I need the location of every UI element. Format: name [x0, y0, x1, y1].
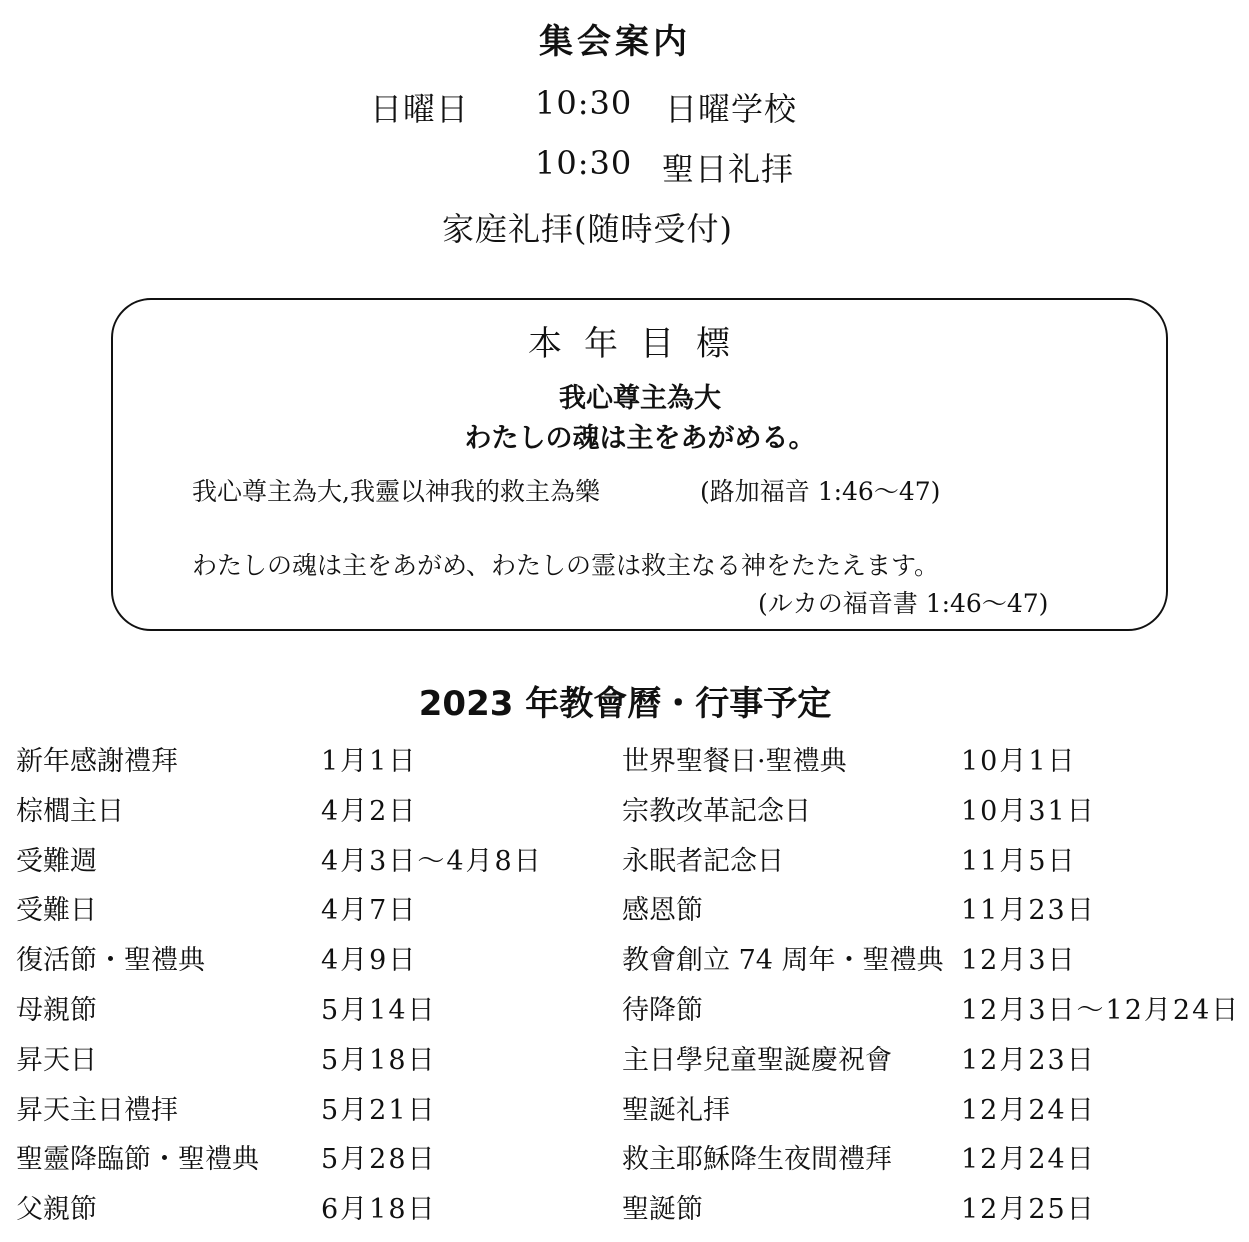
- event-name: 主日學兒童聖誕慶祝會: [622, 1044, 892, 1076]
- annual-goal-title: 本年目標: [528, 324, 752, 364]
- goal-motto-japanese: わたしの魂は主をあがめる。: [464, 423, 816, 454]
- event-name: 聖誕礼拝: [622, 1094, 730, 1126]
- goal-motto-chinese: 我心尊主為大: [559, 383, 721, 414]
- event-date: 4月7日: [321, 895, 418, 927]
- event-date: 4月2日: [321, 795, 418, 827]
- event-name: 父親節: [16, 1194, 97, 1226]
- event-name: 受難日: [16, 895, 97, 927]
- meeting-day: 日曜日: [370, 90, 470, 128]
- goal-verse-japanese: わたしの魂は主をあがめ、わたしの霊は救主なる神をたたえます。: [192, 551, 940, 580]
- event-date: 12月23日: [961, 1044, 1096, 1076]
- event-date: 11月23日: [961, 895, 1096, 927]
- event-date: 4月3日～4月8日: [321, 845, 543, 877]
- meeting-sunday-school: 日曜学校: [665, 90, 798, 128]
- event-date: 6月18日: [321, 1194, 437, 1226]
- event-date: 12月24日: [961, 1144, 1096, 1176]
- meeting-title: 集会案内: [539, 22, 691, 62]
- event-date: 4月9日: [321, 945, 418, 977]
- meeting-time-worship: 10:30: [535, 144, 633, 182]
- event-name: 聖誕節: [622, 1194, 703, 1226]
- event-date: 10月1日: [961, 746, 1077, 777]
- event-date: 1月1日: [321, 746, 418, 777]
- event-date: 12月3日: [961, 945, 1077, 977]
- event-name: 宗教改革記念日: [622, 795, 811, 827]
- event-name: 新年感謝禮拜: [16, 746, 178, 777]
- event-name: 感恩節: [622, 895, 703, 927]
- event-date: 11月5日: [961, 845, 1077, 877]
- event-name: 棕櫚主日: [16, 795, 124, 827]
- event-date: 12月25日: [961, 1194, 1096, 1226]
- event-name: 復活節・聖禮典: [16, 945, 205, 977]
- event-date: 10月31日: [961, 795, 1096, 827]
- event-name: 聖靈降臨節・聖禮典: [16, 1144, 259, 1176]
- event-date: 5月14日: [321, 994, 437, 1026]
- event-name: 救主耶穌降生夜間禮拜: [622, 1144, 892, 1176]
- event-name: 教會創立 74 周年・聖禮典: [622, 945, 944, 977]
- goal-verse-japanese-ref: (ルカの福音書 1:46～47): [758, 589, 1049, 618]
- goal-verse-chinese: 我心尊主為大,我靈以神我的救主為樂: [192, 477, 600, 506]
- event-name: 永眠者記念日: [622, 845, 784, 877]
- event-name: 昇天主日禮拝: [16, 1094, 178, 1126]
- event-name: 母親節: [16, 994, 97, 1026]
- meeting-worship: 聖日礼拝: [662, 150, 795, 188]
- meeting-time-sunday-school: 10:30: [535, 84, 633, 122]
- event-date: 12月24日: [961, 1094, 1096, 1126]
- event-date: 5月28日: [321, 1144, 437, 1176]
- event-date: 5月18日: [321, 1044, 437, 1076]
- event-date: 5月21日: [321, 1094, 437, 1126]
- event-name: 世界聖餐日·聖禮典: [622, 746, 847, 777]
- event-name: 受難週: [16, 845, 97, 877]
- event-name: 待降節: [622, 994, 703, 1026]
- calendar-title: 2023 年教會曆・行事予定: [418, 684, 832, 724]
- event-name: 昇天日: [16, 1044, 97, 1076]
- goal-verse-chinese-ref: (路加福音 1:46～47): [700, 477, 941, 506]
- meeting-home-worship: 家庭礼拝(随時受付): [442, 210, 733, 248]
- event-date: 12月3日～12月24日: [961, 994, 1241, 1026]
